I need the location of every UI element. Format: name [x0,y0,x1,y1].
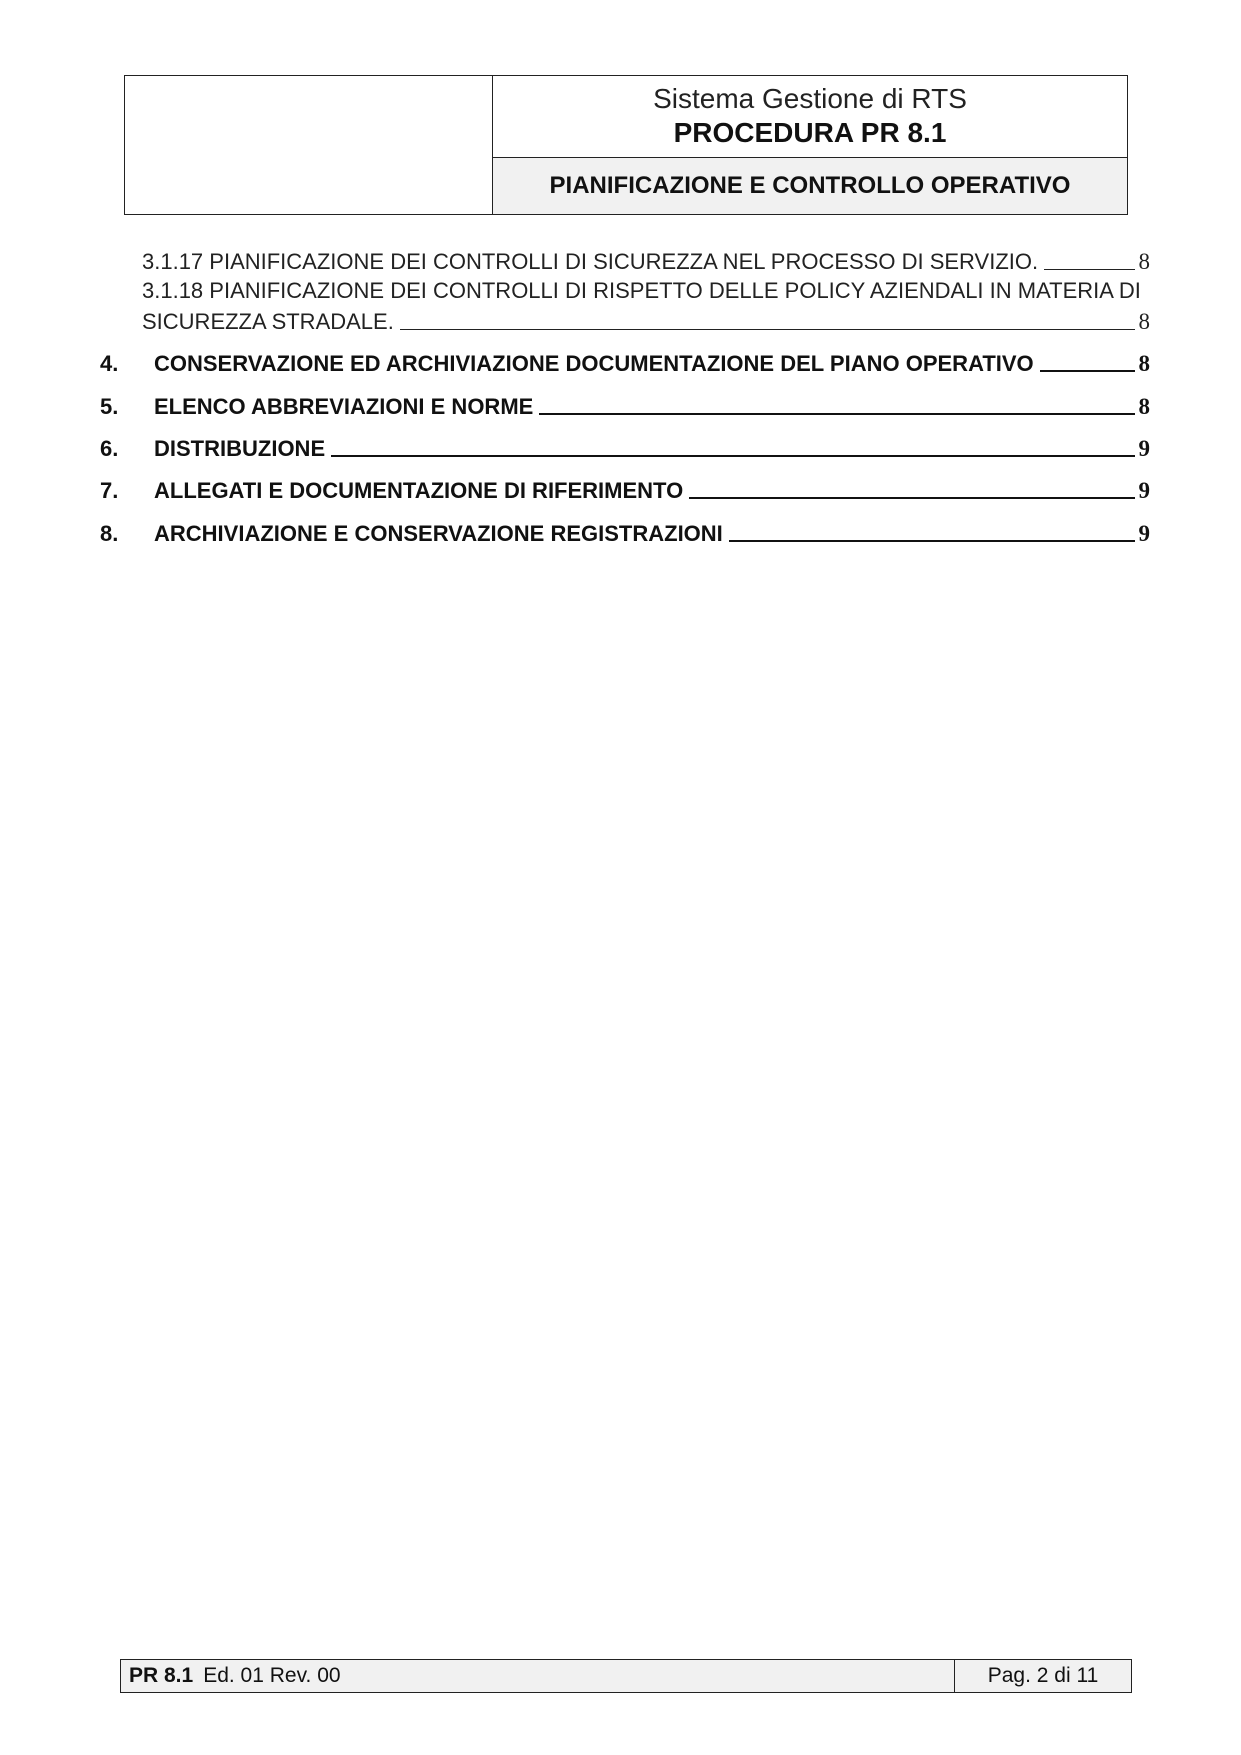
toc-entry-text: 3.1.17 PIANIFICAZIONE DEI CONTROLLI DI SICUREZZA NEL PROCESSO DI SERVIZIO. [142,249,1039,274]
toc-entry-text: CONSERVAZIONE ED ARCHIVIAZIONE DOCUMENTAZIONE DEL PIANO OPERATIVO [154,351,1034,376]
toc-leader [1044,269,1134,270]
toc-entry-text: ALLEGATI E DOCUMENTAZIONE DI RIFERIMENTO [154,478,684,503]
toc-entry-page: 9 [1138,436,1150,461]
footer-doc-code: PR 8.1 [129,1664,194,1687]
toc-leader [729,540,1135,542]
toc-leader [331,455,1134,457]
toc-leader [689,497,1134,499]
toc-leader [539,413,1134,415]
system-title: Sistema Gestione di RTS [653,83,967,114]
toc-entry-page: 9 [1138,521,1150,546]
toc-entry-3-1-18-line1[interactable]: 3.1.18 PIANIFICAZIONE DEI CONTROLLI DI RISPETTO DELLE POLICY AZIENDALI IN MATERIA DI [142,278,1141,303]
toc-entry-3-1-17[interactable] [142,248,1150,276]
header-table [124,75,1128,215]
toc-leader [1040,370,1135,372]
header-logo-cell [125,76,493,214]
procedure-title: PROCEDURA PR 8.1 [673,117,947,148]
toc-entry-4[interactable] [100,350,1150,378]
footer-page-number: Pag. 2 di 11 [987,1664,1099,1687]
toc-entry-text: ELENCO ABBREVIAZIONI E NORME [154,394,534,419]
toc-entry-number: 6. [100,436,119,461]
toc-leader [400,329,1135,330]
footer-edition: Ed. 01 Rev. 00 [203,1664,341,1687]
toc-entry-number: 7. [100,478,119,503]
toc-entry-number: 5. [100,394,119,419]
toc-entry-number: 4. [100,351,119,376]
toc-entry-text: DISTRIBUZIONE [154,436,326,461]
toc-entry-3-1-18[interactable] [142,308,1150,336]
footer-doc-info [121,1660,955,1692]
header-title-block [493,76,1127,158]
toc-entry-text: SICUREZZA STRADALE. [142,309,394,334]
toc-entry-7[interactable] [100,477,1150,505]
toc-entry-number: 8. [100,521,119,546]
toc-entry-page: 8 [1138,351,1150,376]
toc-entry-text: ARCHIVIAZIONE E CONSERVAZIONE REGISTRAZIONI [154,521,723,546]
toc-entry-5[interactable] [100,393,1150,421]
toc-entry-page: 9 [1138,478,1150,503]
section-title: PIANIFICAZIONE E CONTROLLO OPERATIVO [493,158,1127,214]
toc-entry-6[interactable] [100,435,1150,463]
toc-entry-page: 8 [1138,394,1150,419]
toc-entry-8[interactable] [100,520,1150,548]
toc-entry-page: 8 [1138,309,1150,334]
header-title-cell [493,76,1127,214]
footer-table [120,1659,1132,1693]
toc-entry-page: 8 [1138,249,1150,274]
